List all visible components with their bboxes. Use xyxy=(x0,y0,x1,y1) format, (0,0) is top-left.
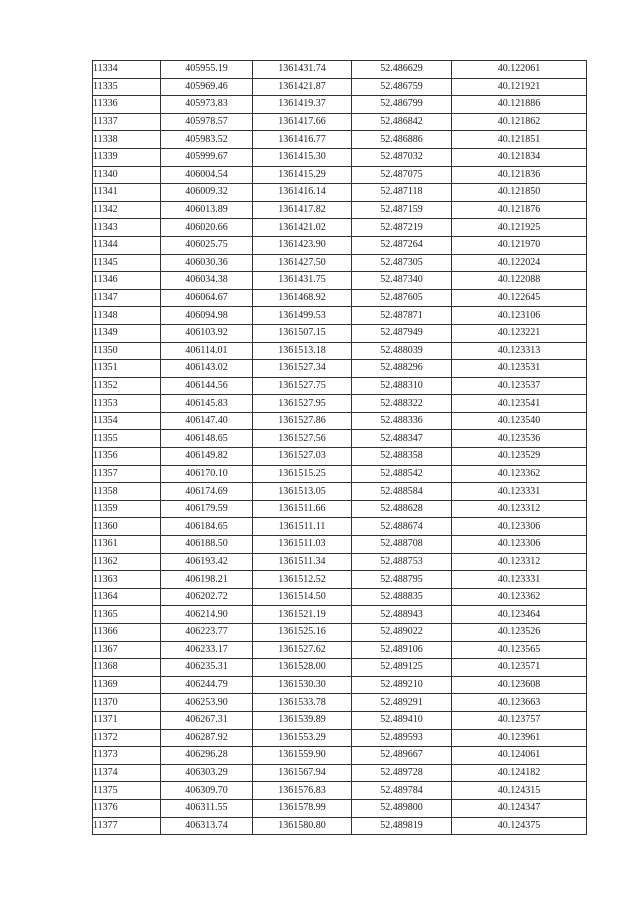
table-row xyxy=(93,219,587,237)
y-coordinate-cell: 1361578.99 xyxy=(253,799,352,817)
x-coordinate-cell: 406202.72 xyxy=(161,588,253,606)
point-id-cell: 11347 xyxy=(93,289,161,307)
longitude-cell: 40.121886 xyxy=(452,96,587,114)
x-coordinate-cell: 406193.42 xyxy=(161,553,253,571)
table-row xyxy=(93,782,587,800)
latitude-cell: 52.487871 xyxy=(352,307,452,325)
table-row xyxy=(93,201,587,219)
longitude-cell: 40.123526 xyxy=(452,624,587,642)
point-id-cell: 11362 xyxy=(93,553,161,571)
point-id-cell: 11371 xyxy=(93,711,161,729)
x-coordinate-cell: 406233.17 xyxy=(161,641,253,659)
table-row xyxy=(93,254,587,272)
table-row xyxy=(93,448,587,466)
longitude-cell: 40.121876 xyxy=(452,201,587,219)
longitude-cell: 40.123663 xyxy=(452,694,587,712)
y-coordinate-cell: 1361427.50 xyxy=(253,254,352,272)
x-coordinate-cell: 406253.90 xyxy=(161,694,253,712)
longitude-cell: 40.123306 xyxy=(452,518,587,536)
x-coordinate-cell: 406287.92 xyxy=(161,729,253,747)
x-coordinate-cell: 406309.70 xyxy=(161,782,253,800)
y-coordinate-cell: 1361513.18 xyxy=(253,342,352,360)
latitude-cell: 52.489784 xyxy=(352,782,452,800)
table-row xyxy=(93,360,587,378)
point-id-cell: 11376 xyxy=(93,799,161,817)
table-row xyxy=(93,148,587,166)
x-coordinate-cell: 406188.50 xyxy=(161,536,253,554)
table-row xyxy=(93,272,587,290)
x-coordinate-cell: 406179.59 xyxy=(161,500,253,518)
latitude-cell: 52.489022 xyxy=(352,624,452,642)
table-row xyxy=(93,711,587,729)
latitude-cell: 52.488674 xyxy=(352,518,452,536)
longitude-cell: 40.123529 xyxy=(452,448,587,466)
point-id-cell: 11368 xyxy=(93,659,161,677)
latitude-cell: 52.487340 xyxy=(352,272,452,290)
longitude-cell: 40.121834 xyxy=(452,148,587,166)
x-coordinate-cell: 406244.79 xyxy=(161,676,253,694)
longitude-cell: 40.121970 xyxy=(452,236,587,254)
y-coordinate-cell: 1361416.77 xyxy=(253,131,352,149)
longitude-cell: 40.121862 xyxy=(452,113,587,131)
x-coordinate-cell: 406114.01 xyxy=(161,342,253,360)
y-coordinate-cell: 1361527.86 xyxy=(253,412,352,430)
table-row xyxy=(93,78,587,96)
table-row xyxy=(93,606,587,624)
table-row xyxy=(93,641,587,659)
point-id-cell: 11349 xyxy=(93,324,161,342)
point-id-cell: 11352 xyxy=(93,377,161,395)
x-coordinate-cell: 406144.56 xyxy=(161,377,253,395)
point-id-cell: 11340 xyxy=(93,166,161,184)
point-id-cell: 11354 xyxy=(93,412,161,430)
longitude-cell: 40.121925 xyxy=(452,219,587,237)
table-row xyxy=(93,307,587,325)
table-row xyxy=(93,500,587,518)
point-id-cell: 11356 xyxy=(93,448,161,466)
x-coordinate-cell: 406235.31 xyxy=(161,659,253,677)
point-id-cell: 11370 xyxy=(93,694,161,712)
point-id-cell: 11360 xyxy=(93,518,161,536)
y-coordinate-cell: 1361539.89 xyxy=(253,711,352,729)
latitude-cell: 52.487075 xyxy=(352,166,452,184)
longitude-cell: 40.123757 xyxy=(452,711,587,729)
y-coordinate-cell: 1361415.30 xyxy=(253,148,352,166)
point-id-cell: 11357 xyxy=(93,465,161,483)
longitude-cell: 40.124061 xyxy=(452,747,587,765)
x-coordinate-cell: 406064.67 xyxy=(161,289,253,307)
longitude-cell: 40.122061 xyxy=(452,61,587,79)
y-coordinate-cell: 1361527.95 xyxy=(253,395,352,413)
y-coordinate-cell: 1361511.03 xyxy=(253,536,352,554)
latitude-cell: 52.489210 xyxy=(352,676,452,694)
y-coordinate-cell: 1361431.75 xyxy=(253,272,352,290)
x-coordinate-cell: 406214.90 xyxy=(161,606,253,624)
latitude-cell: 52.489800 xyxy=(352,799,452,817)
point-id-cell: 11335 xyxy=(93,78,161,96)
y-coordinate-cell: 1361415.29 xyxy=(253,166,352,184)
x-coordinate-cell: 406303.29 xyxy=(161,764,253,782)
longitude-cell: 40.123531 xyxy=(452,360,587,378)
y-coordinate-cell: 1361530.30 xyxy=(253,676,352,694)
point-id-cell: 11374 xyxy=(93,764,161,782)
latitude-cell: 52.487949 xyxy=(352,324,452,342)
point-id-cell: 11351 xyxy=(93,360,161,378)
x-coordinate-cell: 406147.40 xyxy=(161,412,253,430)
x-coordinate-cell: 406103.92 xyxy=(161,324,253,342)
table-row xyxy=(93,236,587,254)
x-coordinate-cell: 406094.98 xyxy=(161,307,253,325)
point-id-cell: 11369 xyxy=(93,676,161,694)
table-row xyxy=(93,553,587,571)
x-coordinate-cell: 406174.69 xyxy=(161,483,253,501)
point-id-cell: 11346 xyxy=(93,272,161,290)
longitude-cell: 40.123565 xyxy=(452,641,587,659)
longitude-cell: 40.123362 xyxy=(452,588,587,606)
latitude-cell: 52.488322 xyxy=(352,395,452,413)
latitude-cell: 52.488039 xyxy=(352,342,452,360)
y-coordinate-cell: 1361514.50 xyxy=(253,588,352,606)
point-id-cell: 11341 xyxy=(93,184,161,202)
coordinates-table xyxy=(92,60,587,835)
latitude-cell: 52.488708 xyxy=(352,536,452,554)
y-coordinate-cell: 1361511.34 xyxy=(253,553,352,571)
point-id-cell: 11359 xyxy=(93,500,161,518)
y-coordinate-cell: 1361553.29 xyxy=(253,729,352,747)
point-id-cell: 11348 xyxy=(93,307,161,325)
latitude-cell: 52.489410 xyxy=(352,711,452,729)
y-coordinate-cell: 1361528.00 xyxy=(253,659,352,677)
x-coordinate-cell: 406313.74 xyxy=(161,817,253,835)
longitude-cell: 40.123221 xyxy=(452,324,587,342)
x-coordinate-cell: 405978.57 xyxy=(161,113,253,131)
table-row xyxy=(93,166,587,184)
longitude-cell: 40.123464 xyxy=(452,606,587,624)
longitude-cell: 40.123313 xyxy=(452,342,587,360)
y-coordinate-cell: 1361512.52 xyxy=(253,571,352,589)
x-coordinate-cell: 406009.32 xyxy=(161,184,253,202)
latitude-cell: 52.487159 xyxy=(352,201,452,219)
x-coordinate-cell: 406148.65 xyxy=(161,430,253,448)
point-id-cell: 11372 xyxy=(93,729,161,747)
y-coordinate-cell: 1361511.66 xyxy=(253,500,352,518)
table-row xyxy=(93,342,587,360)
latitude-cell: 52.486629 xyxy=(352,61,452,79)
latitude-cell: 52.487219 xyxy=(352,219,452,237)
y-coordinate-cell: 1361419.37 xyxy=(253,96,352,114)
x-coordinate-cell: 405955.19 xyxy=(161,61,253,79)
point-id-cell: 11367 xyxy=(93,641,161,659)
latitude-cell: 52.489819 xyxy=(352,817,452,835)
longitude-cell: 40.123306 xyxy=(452,536,587,554)
longitude-cell: 40.123961 xyxy=(452,729,587,747)
point-id-cell: 11377 xyxy=(93,817,161,835)
longitude-cell: 40.123608 xyxy=(452,676,587,694)
x-coordinate-cell: 406020.66 xyxy=(161,219,253,237)
x-coordinate-cell: 406145.83 xyxy=(161,395,253,413)
table-row xyxy=(93,799,587,817)
x-coordinate-cell: 406013.89 xyxy=(161,201,253,219)
x-coordinate-cell: 406004.54 xyxy=(161,166,253,184)
longitude-cell: 40.123537 xyxy=(452,377,587,395)
point-id-cell: 11339 xyxy=(93,148,161,166)
x-coordinate-cell: 405969.46 xyxy=(161,78,253,96)
table-row xyxy=(93,430,587,448)
table-row xyxy=(93,764,587,782)
longitude-cell: 40.123541 xyxy=(452,395,587,413)
longitude-cell: 40.121921 xyxy=(452,78,587,96)
y-coordinate-cell: 1361423.90 xyxy=(253,236,352,254)
latitude-cell: 52.488336 xyxy=(352,412,452,430)
table-row xyxy=(93,536,587,554)
y-coordinate-cell: 1361468.92 xyxy=(253,289,352,307)
x-coordinate-cell: 405999.67 xyxy=(161,148,253,166)
y-coordinate-cell: 1361559.90 xyxy=(253,747,352,765)
point-id-cell: 11358 xyxy=(93,483,161,501)
latitude-cell: 52.489106 xyxy=(352,641,452,659)
longitude-cell: 40.123571 xyxy=(452,659,587,677)
point-id-cell: 11334 xyxy=(93,61,161,79)
point-id-cell: 11344 xyxy=(93,236,161,254)
longitude-cell: 40.122088 xyxy=(452,272,587,290)
latitude-cell: 52.487032 xyxy=(352,148,452,166)
latitude-cell: 52.489667 xyxy=(352,747,452,765)
y-coordinate-cell: 1361527.03 xyxy=(253,448,352,466)
longitude-cell: 40.124347 xyxy=(452,799,587,817)
latitude-cell: 52.487305 xyxy=(352,254,452,272)
table-row xyxy=(93,377,587,395)
y-coordinate-cell: 1361507.15 xyxy=(253,324,352,342)
table-row xyxy=(93,694,587,712)
point-id-cell: 11373 xyxy=(93,747,161,765)
y-coordinate-cell: 1361421.02 xyxy=(253,219,352,237)
x-coordinate-cell: 406170.10 xyxy=(161,465,253,483)
y-coordinate-cell: 1361499.53 xyxy=(253,307,352,325)
coordinates-table-body xyxy=(93,61,587,835)
table-row xyxy=(93,184,587,202)
latitude-cell: 52.488542 xyxy=(352,465,452,483)
table-row xyxy=(93,659,587,677)
longitude-cell: 40.124315 xyxy=(452,782,587,800)
latitude-cell: 52.488296 xyxy=(352,360,452,378)
latitude-cell: 52.487605 xyxy=(352,289,452,307)
longitude-cell: 40.123331 xyxy=(452,483,587,501)
y-coordinate-cell: 1361431.74 xyxy=(253,61,352,79)
table-row xyxy=(93,747,587,765)
table-row xyxy=(93,483,587,501)
point-id-cell: 11366 xyxy=(93,624,161,642)
latitude-cell: 52.489593 xyxy=(352,729,452,747)
y-coordinate-cell: 1361417.66 xyxy=(253,113,352,131)
point-id-cell: 11363 xyxy=(93,571,161,589)
latitude-cell: 52.486799 xyxy=(352,96,452,114)
x-coordinate-cell: 406296.28 xyxy=(161,747,253,765)
point-id-cell: 11345 xyxy=(93,254,161,272)
latitude-cell: 52.487264 xyxy=(352,236,452,254)
latitude-cell: 52.489728 xyxy=(352,764,452,782)
latitude-cell: 52.488584 xyxy=(352,483,452,501)
x-coordinate-cell: 406184.65 xyxy=(161,518,253,536)
x-coordinate-cell: 406223.77 xyxy=(161,624,253,642)
y-coordinate-cell: 1361567.94 xyxy=(253,764,352,782)
x-coordinate-cell: 406149.82 xyxy=(161,448,253,466)
latitude-cell: 52.487118 xyxy=(352,184,452,202)
longitude-cell: 40.123312 xyxy=(452,500,587,518)
latitude-cell: 52.486886 xyxy=(352,131,452,149)
x-coordinate-cell: 406267.31 xyxy=(161,711,253,729)
y-coordinate-cell: 1361527.62 xyxy=(253,641,352,659)
point-id-cell: 11350 xyxy=(93,342,161,360)
y-coordinate-cell: 1361533.78 xyxy=(253,694,352,712)
table-row xyxy=(93,96,587,114)
table-row xyxy=(93,395,587,413)
longitude-cell: 40.123312 xyxy=(452,553,587,571)
x-coordinate-cell: 406030.36 xyxy=(161,254,253,272)
y-coordinate-cell: 1361527.75 xyxy=(253,377,352,395)
latitude-cell: 52.486759 xyxy=(352,78,452,96)
point-id-cell: 11337 xyxy=(93,113,161,131)
table-row xyxy=(93,817,587,835)
table-row xyxy=(93,588,587,606)
latitude-cell: 52.488943 xyxy=(352,606,452,624)
table-row xyxy=(93,324,587,342)
latitude-cell: 52.488347 xyxy=(352,430,452,448)
latitude-cell: 52.489125 xyxy=(352,659,452,677)
point-id-cell: 11365 xyxy=(93,606,161,624)
longitude-cell: 40.121851 xyxy=(452,131,587,149)
latitude-cell: 52.488753 xyxy=(352,553,452,571)
y-coordinate-cell: 1361511.11 xyxy=(253,518,352,536)
y-coordinate-cell: 1361576.83 xyxy=(253,782,352,800)
y-coordinate-cell: 1361513.05 xyxy=(253,483,352,501)
longitude-cell: 40.122645 xyxy=(452,289,587,307)
longitude-cell: 40.123331 xyxy=(452,571,587,589)
longitude-cell: 40.124182 xyxy=(452,764,587,782)
latitude-cell: 52.486842 xyxy=(352,113,452,131)
x-coordinate-cell: 406311.55 xyxy=(161,799,253,817)
y-coordinate-cell: 1361580.80 xyxy=(253,817,352,835)
y-coordinate-cell: 1361515.25 xyxy=(253,465,352,483)
y-coordinate-cell: 1361527.56 xyxy=(253,430,352,448)
latitude-cell: 52.488358 xyxy=(352,448,452,466)
point-id-cell: 11361 xyxy=(93,536,161,554)
longitude-cell: 40.124375 xyxy=(452,817,587,835)
table-row xyxy=(93,412,587,430)
y-coordinate-cell: 1361521.19 xyxy=(253,606,352,624)
x-coordinate-cell: 406025.75 xyxy=(161,236,253,254)
longitude-cell: 40.123540 xyxy=(452,412,587,430)
latitude-cell: 52.488795 xyxy=(352,571,452,589)
x-coordinate-cell: 405983.52 xyxy=(161,131,253,149)
latitude-cell: 52.488835 xyxy=(352,588,452,606)
longitude-cell: 40.123362 xyxy=(452,465,587,483)
y-coordinate-cell: 1361527.34 xyxy=(253,360,352,378)
longitude-cell: 40.123106 xyxy=(452,307,587,325)
x-coordinate-cell: 406198.21 xyxy=(161,571,253,589)
latitude-cell: 52.488310 xyxy=(352,377,452,395)
table-row xyxy=(93,131,587,149)
latitude-cell: 52.488628 xyxy=(352,500,452,518)
point-id-cell: 11364 xyxy=(93,588,161,606)
table-row xyxy=(93,465,587,483)
longitude-cell: 40.122024 xyxy=(452,254,587,272)
longitude-cell: 40.121850 xyxy=(452,184,587,202)
point-id-cell: 11336 xyxy=(93,96,161,114)
table-row xyxy=(93,113,587,131)
point-id-cell: 11338 xyxy=(93,131,161,149)
y-coordinate-cell: 1361421.87 xyxy=(253,78,352,96)
table-row xyxy=(93,676,587,694)
table-row xyxy=(93,624,587,642)
y-coordinate-cell: 1361417.82 xyxy=(253,201,352,219)
y-coordinate-cell: 1361416.14 xyxy=(253,184,352,202)
point-id-cell: 11343 xyxy=(93,219,161,237)
point-id-cell: 11355 xyxy=(93,430,161,448)
table-row xyxy=(93,729,587,747)
table-row xyxy=(93,571,587,589)
y-coordinate-cell: 1361525.16 xyxy=(253,624,352,642)
point-id-cell: 11353 xyxy=(93,395,161,413)
table-row xyxy=(93,61,587,79)
x-coordinate-cell: 406034.38 xyxy=(161,272,253,290)
point-id-cell: 11375 xyxy=(93,782,161,800)
table-row xyxy=(93,518,587,536)
table-row xyxy=(93,289,587,307)
x-coordinate-cell: 405973.83 xyxy=(161,96,253,114)
point-id-cell: 11342 xyxy=(93,201,161,219)
x-coordinate-cell: 406143.02 xyxy=(161,360,253,378)
latitude-cell: 52.489291 xyxy=(352,694,452,712)
longitude-cell: 40.123536 xyxy=(452,430,587,448)
longitude-cell: 40.121836 xyxy=(452,166,587,184)
